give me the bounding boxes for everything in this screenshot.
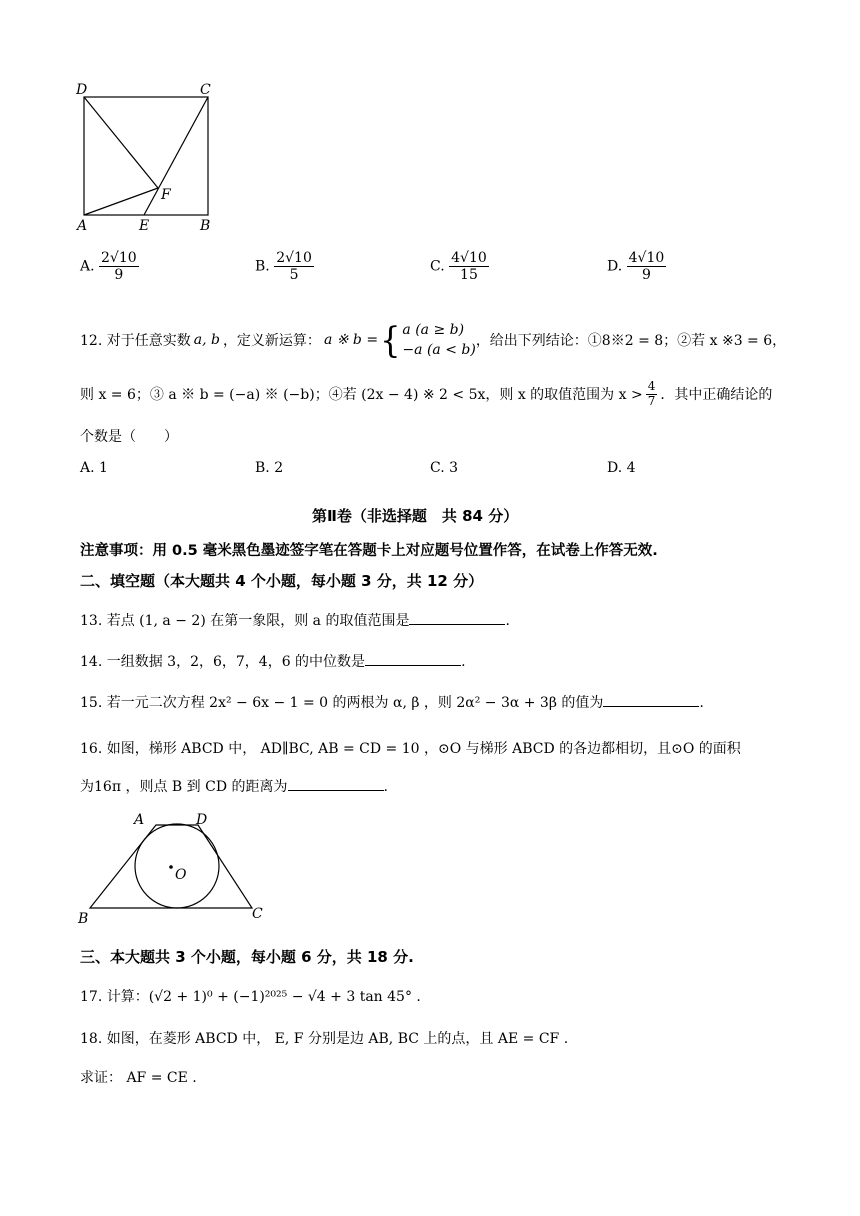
notice: 注意事项：用 0.5 毫米黑色墨迹签字笔在答题卡上对应题号位置作答，在试卷上作答无效. xyxy=(80,543,658,559)
q16-line2: 为16π ，则点 B 到 CD 的距离为 . xyxy=(80,776,388,796)
q12-line3: 个数是（ ） xyxy=(80,429,178,445)
label-d2: D xyxy=(196,812,208,828)
label-f: F xyxy=(161,187,171,203)
label-b: B xyxy=(200,218,211,234)
q13: 13. 若点 (1, a − 2) 在第一象限，则 a 的取值范围是 . xyxy=(80,610,510,630)
label-b2: B xyxy=(78,911,89,927)
label-c: C xyxy=(200,82,211,98)
q14-blank[interactable] xyxy=(365,651,461,666)
label-a2: A xyxy=(134,812,145,828)
q11-option-d[interactable]: D. $\frac{4√10}{9}$ xyxy=(607,250,665,284)
q17: 17. 计算：(√2 + 1)⁰ + (−1)²⁰²⁵ − √4 + 3 tan 45° . xyxy=(80,989,421,1005)
q11-option-a[interactable]: A. $\frac{2√10}{9}$ xyxy=(80,250,137,284)
q18-line2: 求证： AF = CE . xyxy=(80,1070,197,1086)
q12-line1: 12. 对于任意实数 a, b ，定义新运算： a ※ b = { a (a ≥ b) −a (a < b) ，给出下列结论：①8※2 = 8；②若 x ※3 = 6， xyxy=(80,319,787,362)
trapezoid-figure xyxy=(74,806,274,928)
q15-blank[interactable] xyxy=(603,692,699,707)
section3-heading: 三、本大题共 3 个小题，每小题 6 分，共 18 分. xyxy=(80,948,414,966)
q14: 14. 一组数据 3，2，6，7，4，6 的中位数是 . xyxy=(80,651,466,671)
square-figure xyxy=(70,78,230,238)
q12-option-d[interactable]: D. 4 xyxy=(607,460,636,476)
q12-option-c[interactable]: C. 3 xyxy=(430,460,459,476)
q18-line1: 18. 如图，在菱形 ABCD 中， E, F 分别是边 AB, BC 上的点，且 AE = CF . xyxy=(80,1031,569,1047)
label-d: D xyxy=(76,82,88,98)
q12-line2: 则 x = 6；③ a ※ b = (−a) ※ (−b)；④若 (2x − 4) ※ 2 < 5x，则 x 的取值范围为 x > $\frac{4}{7}$ ．其中正确结论的 xyxy=(80,379,773,408)
q11-option-c[interactable]: C. $\frac{4√10}{15}$ xyxy=(430,250,487,284)
q16-blank[interactable] xyxy=(288,776,384,791)
part2-title: 第Ⅱ卷（非选择题 共 84 分） xyxy=(312,507,519,525)
label-o: O xyxy=(175,867,187,883)
q11-option-b[interactable]: B. $\frac{2√10}{5}$ xyxy=(255,250,312,284)
q12-option-a[interactable]: A. 1 xyxy=(80,460,108,476)
q15: 15. 若一元二次方程 2x² − 6x − 1 = 0 的两根为 α, β ，则 2α² − 3α + 3β 的值为 . xyxy=(80,692,704,712)
section2-heading: 二、填空题（本大题共 4 个小题，每小题 3 分，共 12 分） xyxy=(80,572,484,590)
q16-line1: 16. 如图，梯形 ABCD 中， AD∥BC, AB = CD = 10 ，⊙O 与梯形 ABCD 的各边都相切，且⊙O 的面积 xyxy=(80,741,741,757)
q12-option-b[interactable]: B. 2 xyxy=(255,460,284,476)
q13-blank[interactable] xyxy=(409,610,505,625)
label-a: A xyxy=(77,218,88,234)
label-e: E xyxy=(139,218,150,234)
label-c2: C xyxy=(252,906,263,922)
